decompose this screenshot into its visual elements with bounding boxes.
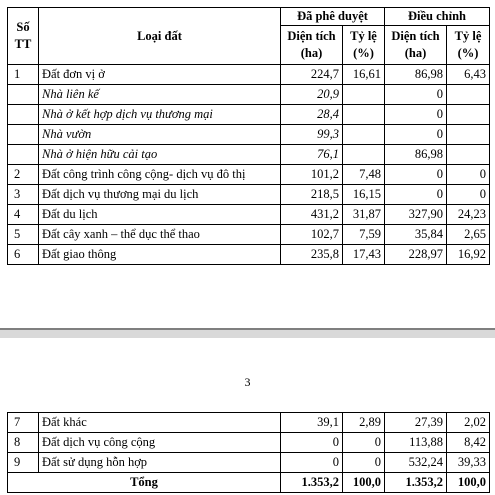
row-adjusted-ratio: 2,02 bbox=[447, 413, 490, 433]
row-approved-area: 99,3 bbox=[281, 125, 343, 145]
page-number: 3 bbox=[244, 375, 251, 389]
land-use-table-bottom bbox=[7, 412, 490, 493]
row-approved-area: 0 bbox=[281, 453, 343, 473]
row-adjusted-ratio: 0 bbox=[447, 165, 490, 185]
row-approved-area: 102,7 bbox=[281, 225, 343, 245]
total-approved-area: 1.353,2 bbox=[281, 473, 343, 493]
row-approved-area: 431,2 bbox=[281, 205, 343, 225]
table-row bbox=[8, 165, 490, 185]
row-adjusted-area: 0 bbox=[385, 165, 447, 185]
row-adjusted-area: 35,84 bbox=[385, 225, 447, 245]
row-stt: 9 bbox=[8, 453, 39, 473]
row-adjusted-ratio: 16,92 bbox=[447, 245, 490, 265]
row-stt: 8 bbox=[8, 433, 39, 453]
row-land-type: Đất dịch vụ công cộng bbox=[39, 433, 281, 453]
row-approved-ratio: 0 bbox=[343, 433, 385, 453]
row-approved-ratio bbox=[343, 125, 385, 145]
row-adjusted-ratio bbox=[447, 125, 490, 145]
total-adjusted-ratio: 100,0 bbox=[447, 473, 490, 493]
row-adjusted-ratio bbox=[447, 85, 490, 105]
row-land-type: Nhà vườn bbox=[39, 125, 281, 145]
row-adjusted-area: 86,98 bbox=[385, 65, 447, 85]
row-land-type: Đất đơn vị ở bbox=[39, 65, 281, 85]
table-row bbox=[8, 245, 490, 265]
row-adjusted-area: 0 bbox=[385, 85, 447, 105]
table-row bbox=[8, 225, 490, 245]
land-use-table-top bbox=[7, 7, 490, 265]
table-row bbox=[8, 453, 490, 473]
row-stt: 5 bbox=[8, 225, 39, 245]
total-adjusted-area: 1.353,2 bbox=[385, 473, 447, 493]
row-stt bbox=[8, 105, 39, 125]
table-row bbox=[8, 205, 490, 225]
total-label: Tổng bbox=[8, 473, 281, 493]
table-row bbox=[8, 105, 490, 125]
header-land-type: Loại đất bbox=[39, 8, 281, 65]
row-adjusted-ratio: 24,23 bbox=[447, 205, 490, 225]
row-adjusted-ratio: 2,65 bbox=[447, 225, 490, 245]
row-stt bbox=[8, 145, 39, 165]
table-row bbox=[8, 185, 490, 205]
row-adjusted-area: 86,98 bbox=[385, 145, 447, 165]
row-land-type: Nhà ở kết hợp dịch vụ thương mại bbox=[39, 105, 281, 125]
row-approved-area: 39,1 bbox=[281, 413, 343, 433]
row-stt: 7 bbox=[8, 413, 39, 433]
row-land-type: Nhà ở hiện hữu cải tạo bbox=[39, 145, 281, 165]
row-land-type: Đất du lịch bbox=[39, 205, 281, 225]
row-approved-ratio: 31,87 bbox=[343, 205, 385, 225]
row-approved-area: 0 bbox=[281, 433, 343, 453]
row-land-type: Đất khác bbox=[39, 413, 281, 433]
row-stt bbox=[8, 85, 39, 105]
table-row bbox=[8, 125, 490, 145]
row-land-type: Đất cây xanh – thể dục thể thao bbox=[39, 225, 281, 245]
table-row bbox=[8, 413, 490, 433]
row-adjusted-area: 27,39 bbox=[385, 413, 447, 433]
row-approved-ratio: 0 bbox=[343, 453, 385, 473]
table-row bbox=[8, 433, 490, 453]
row-approved-area: 101,2 bbox=[281, 165, 343, 185]
row-approved-area: 20,9 bbox=[281, 85, 343, 105]
header-stt: Số TT bbox=[8, 8, 39, 65]
row-approved-ratio: 7,48 bbox=[343, 165, 385, 185]
row-approved-area: 224,7 bbox=[281, 65, 343, 85]
row-adjusted-area: 113,88 bbox=[385, 433, 447, 453]
row-land-type: Đất sử dụng hỗn hợp bbox=[39, 453, 281, 473]
header-adjusted-area: Diện tích (ha) bbox=[385, 26, 447, 65]
row-adjusted-ratio: 39,33 bbox=[447, 453, 490, 473]
row-approved-ratio: 16,15 bbox=[343, 185, 385, 205]
row-approved-ratio bbox=[343, 145, 385, 165]
row-approved-area: 218,5 bbox=[281, 185, 343, 205]
header-approved-ratio: Tỷ lệ (%) bbox=[343, 26, 385, 65]
row-approved-ratio bbox=[343, 105, 385, 125]
header-adjusted: Điều chỉnh bbox=[385, 8, 490, 26]
row-land-type: Đất công trình công cộng- dịch vụ đô thị bbox=[39, 165, 281, 185]
row-adjusted-ratio: 0 bbox=[447, 185, 490, 205]
header-adjusted-ratio: Tỷ lệ (%) bbox=[447, 26, 490, 65]
table-row bbox=[8, 85, 490, 105]
row-stt: 2 bbox=[8, 165, 39, 185]
row-adjusted-area: 0 bbox=[385, 105, 447, 125]
row-adjusted-area: 0 bbox=[385, 185, 447, 205]
row-adjusted-ratio bbox=[447, 105, 490, 125]
row-land-type: Nhà liên kế bbox=[39, 85, 281, 105]
row-adjusted-ratio bbox=[447, 145, 490, 165]
row-land-type: Đất dịch vụ thương mại du lịch bbox=[39, 185, 281, 205]
row-approved-ratio: 2,89 bbox=[343, 413, 385, 433]
row-approved-ratio: 7,59 bbox=[343, 225, 385, 245]
total-approved-ratio: 100,0 bbox=[343, 473, 385, 493]
row-approved-ratio: 17,43 bbox=[343, 245, 385, 265]
row-approved-area: 76,1 bbox=[281, 145, 343, 165]
row-approved-ratio bbox=[343, 85, 385, 105]
page-break-line bbox=[0, 328, 495, 330]
row-approved-area: 235,8 bbox=[281, 245, 343, 265]
row-adjusted-area: 327,90 bbox=[385, 205, 447, 225]
row-stt: 3 bbox=[8, 185, 39, 205]
row-stt: 6 bbox=[8, 245, 39, 265]
row-land-type: Đất giao thông bbox=[39, 245, 281, 265]
header-approved-area: Diện tích (ha) bbox=[281, 26, 343, 65]
total-row bbox=[8, 473, 490, 493]
row-stt: 1 bbox=[8, 65, 39, 85]
row-adjusted-ratio: 8,42 bbox=[447, 433, 490, 453]
row-approved-ratio: 16,61 bbox=[343, 65, 385, 85]
row-adjusted-area: 532,24 bbox=[385, 453, 447, 473]
row-adjusted-area: 0 bbox=[385, 125, 447, 145]
row-approved-area: 28,4 bbox=[281, 105, 343, 125]
table-row bbox=[8, 65, 490, 85]
row-stt bbox=[8, 125, 39, 145]
header-approved: Đã phê duyệt bbox=[281, 8, 385, 26]
row-adjusted-ratio: 6,43 bbox=[447, 65, 490, 85]
table-row bbox=[8, 145, 490, 165]
row-adjusted-area: 228,97 bbox=[385, 245, 447, 265]
row-stt: 4 bbox=[8, 205, 39, 225]
